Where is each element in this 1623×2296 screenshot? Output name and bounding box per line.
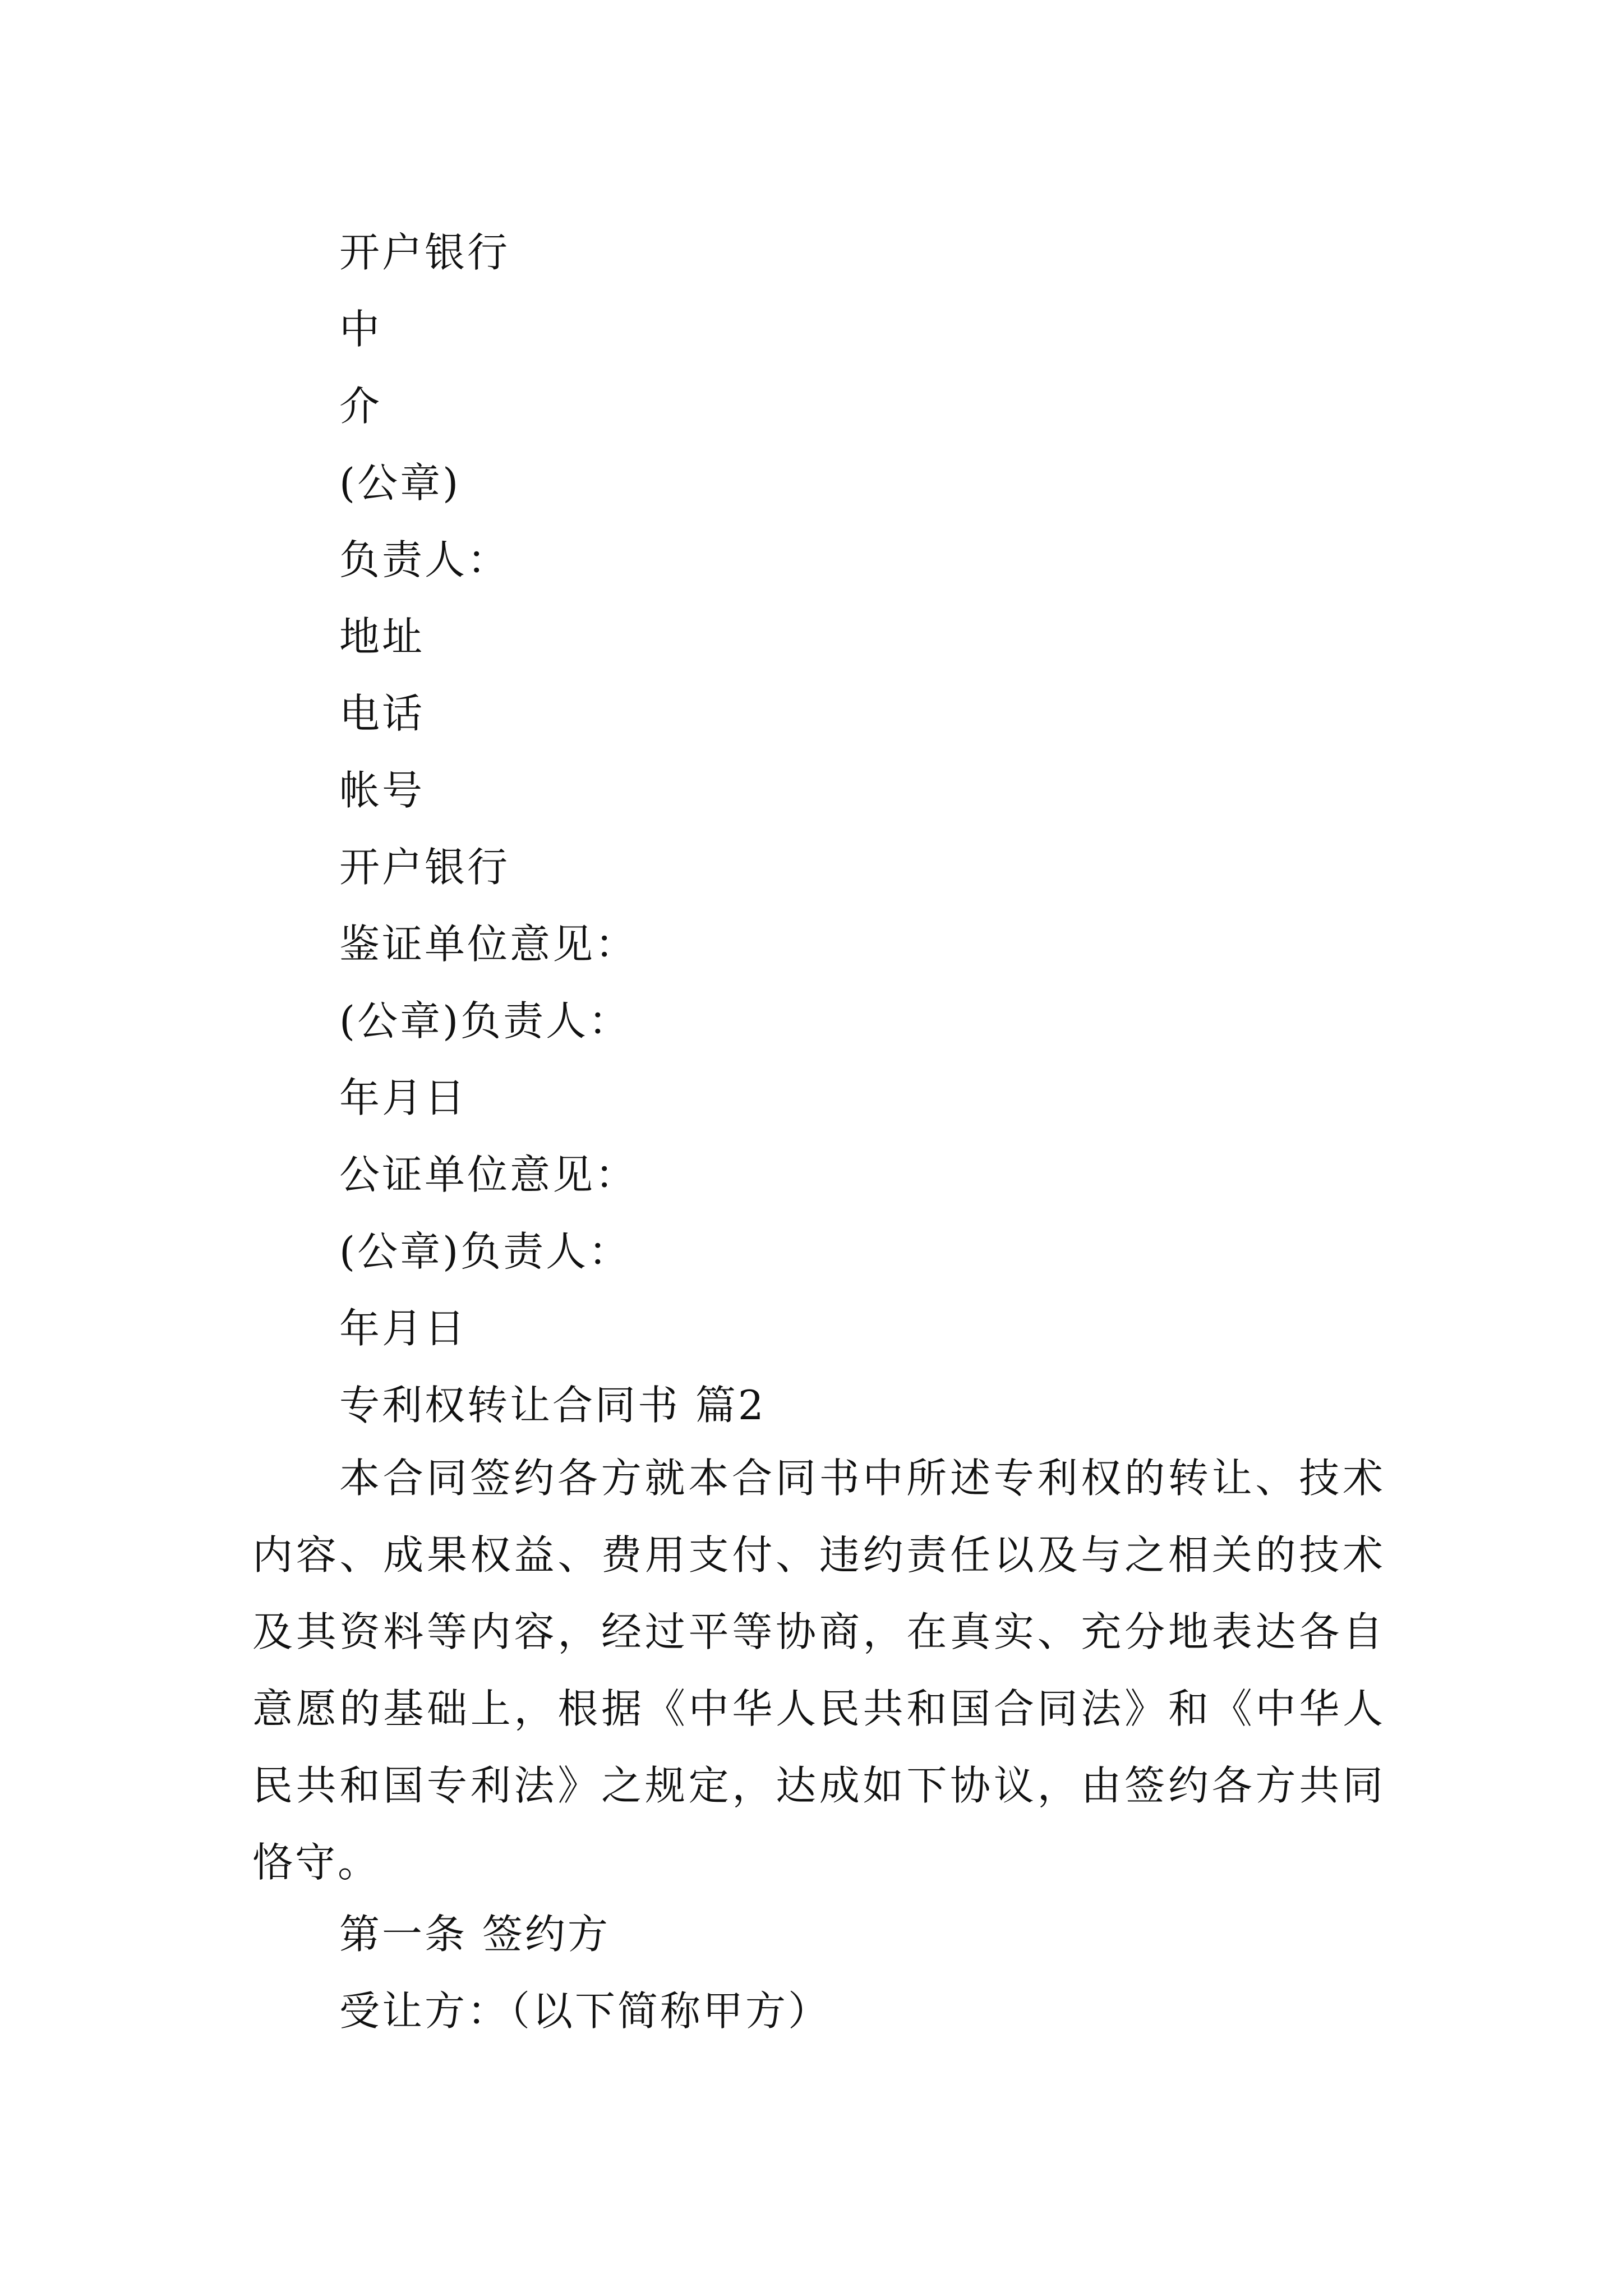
document-article-lines xyxy=(339,1896,1405,2050)
text-line-responsible-person: 负责人： xyxy=(339,536,510,583)
text-line-zhong: 中 xyxy=(339,306,382,353)
text-line-seal-responsible-1: (公章)负责人： xyxy=(339,997,631,1045)
text-line-account: 帐号 xyxy=(339,767,425,814)
article-title: 第一条 签约方 xyxy=(339,1911,610,1958)
party-line: 受让方：（以下简称甲方） xyxy=(339,1987,831,2035)
text-line-bank-2: 开户银行 xyxy=(339,844,510,891)
text-line-attestation-opinion: 鉴证单位意见： xyxy=(339,921,638,968)
document-lines xyxy=(339,214,1405,1444)
text-line-date-2: 年月日 xyxy=(339,1305,468,1352)
text-line-notary-opinion: 公证单位意见： xyxy=(339,1151,638,1198)
section-heading: 专利权转让合同书 篇2 xyxy=(339,1382,766,1429)
text-line-phone: 电话 xyxy=(339,690,425,737)
text-line-address: 地址 xyxy=(339,613,425,660)
text-line-seal-responsible-2: (公章)负责人： xyxy=(339,1228,631,1275)
body-paragraph: 本合同签约各方就本合同书中所述专利权的转让、技术内容、成果权益、费用支付、违约责任以及与之相关的技术及其资料等内容，经过平等协商，在真实、充分地表达各自意愿的基础上，根据《中华人民共和国合同法》和《中华人民共和国专利法》之规定，达成如下协议，由签约各方共同恪守。 xyxy=(252,1455,1385,1886)
text-line-jie: 介 xyxy=(339,383,382,430)
text-line-bank-1: 开户银行 xyxy=(339,229,510,276)
text-line-seal-1: (公章) xyxy=(339,459,461,507)
text-line-date-1: 年月日 xyxy=(339,1074,468,1121)
